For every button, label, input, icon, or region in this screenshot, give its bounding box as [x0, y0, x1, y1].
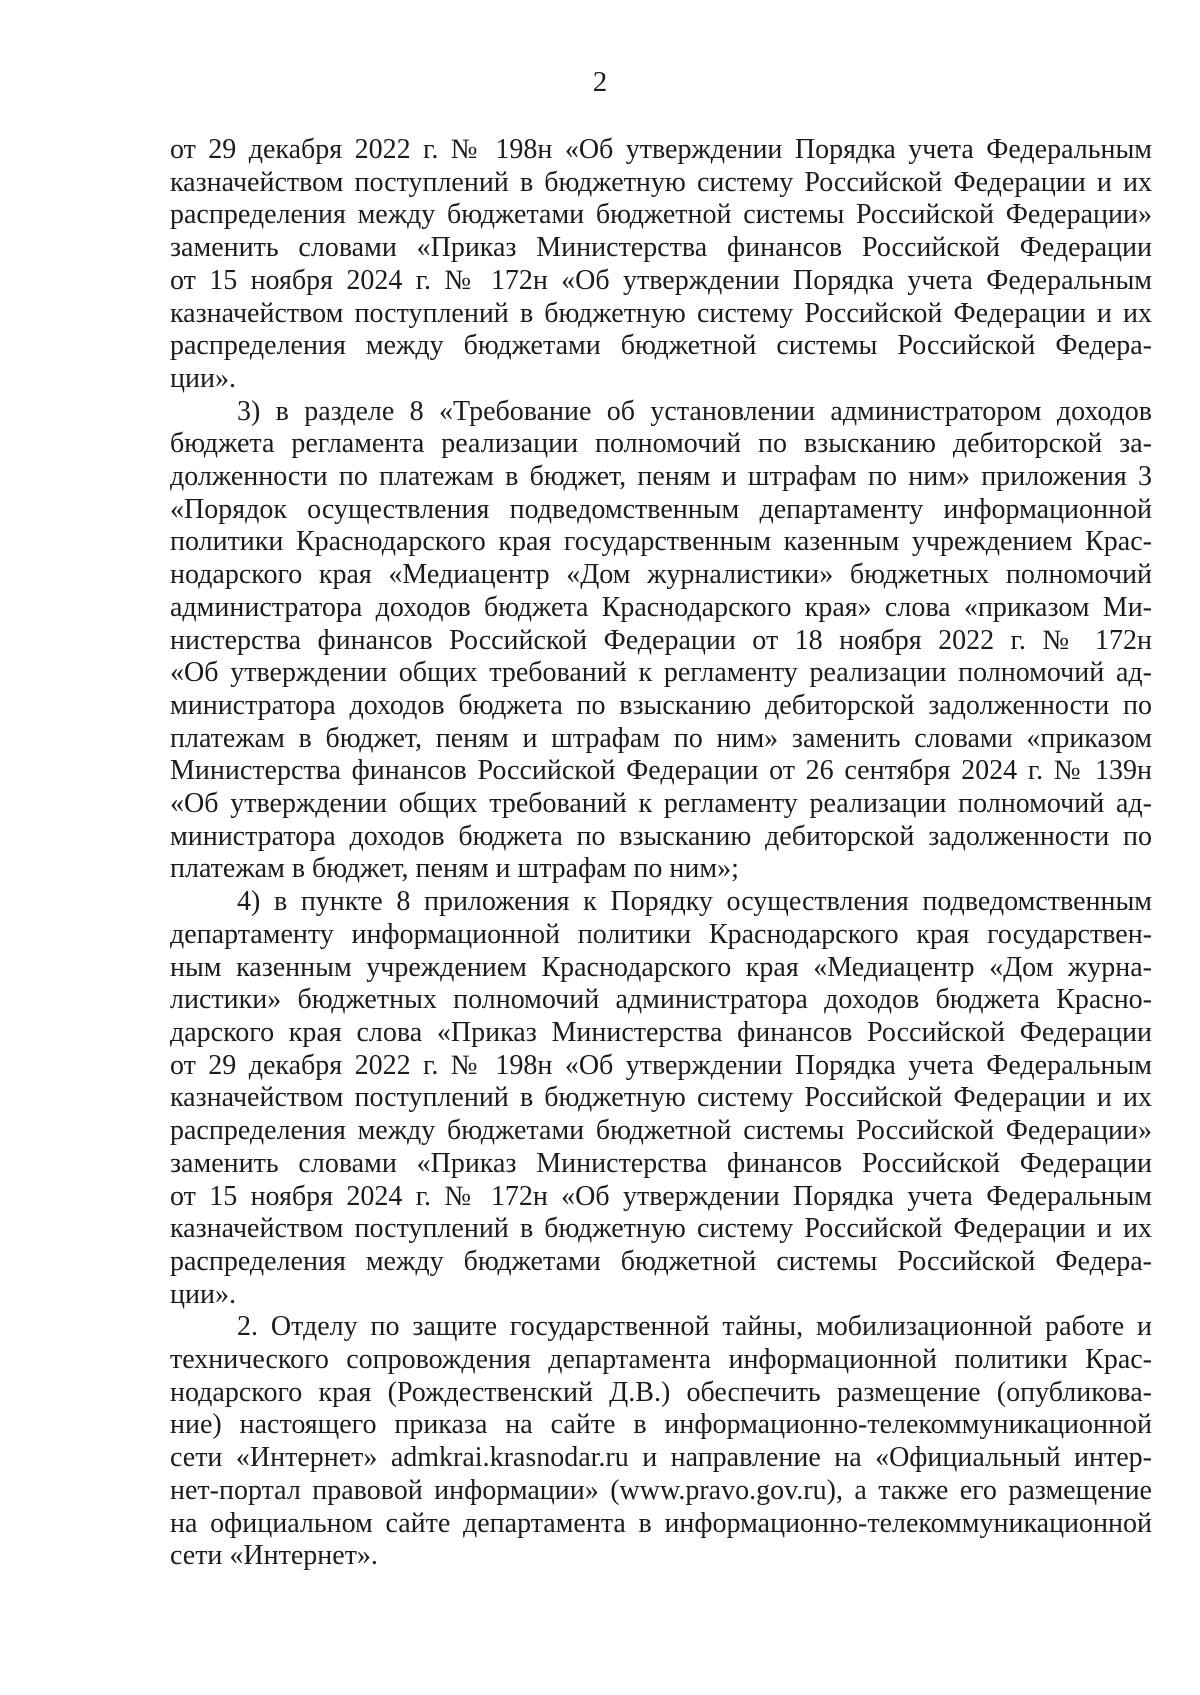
page-number: 2 [592, 66, 608, 98]
text-line: нет-портал правовой информации» (www.pravo.gov.ru), а также его размещение [170, 1474, 1152, 1506]
text-line: сети «Интернет». [170, 1540, 378, 1572]
text-line: заменить словами «Приказ Министерства финансов Российской Федерации [170, 1147, 1152, 1179]
text-line: казначейством поступлений в бюджетную систему Российской Федерации и их [170, 166, 1152, 198]
text-line: 2. Отделу по защите государственной тайны, мобилизационной работе и [237, 1311, 1152, 1343]
text-line: департаменту информационной политики Краснодарского края государствен- [170, 918, 1152, 950]
text-line: министратора доходов бюджета по взысканию дебиторской задолженности по [170, 689, 1152, 721]
text-line: от 15 ноября 2024 г. № 172н «Об утверждении Порядка учета Федеральным [170, 1180, 1152, 1212]
text-line: нодарского края (Рождественский Д.В.) обеспечить размещение (опубликова- [170, 1376, 1152, 1408]
text-line: политики Краснодарского края государственным казенным учреждением Крас- [170, 526, 1152, 558]
text-line: платежам в бюджет, пеням и штрафам по ним»; [170, 853, 739, 885]
text-line: сети «Интернет» admkrai.krasnodar.ru и направление на «Официальный интер- [170, 1442, 1152, 1474]
text-line: ции». [170, 1278, 236, 1310]
text-line: от 29 декабря 2022 г. № 198н «Об утверждении Порядка учета Федеральным [170, 1049, 1152, 1081]
text-line: нодарского края «Медиацентр «Дом журналистики» бюджетных полномочий [170, 559, 1152, 591]
paragraph [170, 396, 1152, 887]
text-line: администратора доходов бюджета Краснодарского края» слова «приказом Ми- [170, 591, 1152, 623]
text-line: «Об утверждении общих требований к регламенту реализации полномочий ад- [170, 788, 1152, 820]
paragraph [170, 886, 1152, 1311]
text-line: листики» бюджетных полномочий администратора доходов бюджета Красно- [170, 984, 1152, 1016]
text-line: дарского края слова «Приказ Министерства финансов Российской Федерации [170, 1016, 1152, 1048]
text-line: ции». [170, 362, 236, 394]
text-line: «Порядок осуществления подведомственным департаменту информационной [170, 493, 1152, 525]
text-line: нистерства финансов Российской Федерации от 18 ноября 2022 г. № 172н [170, 624, 1152, 656]
text-line: технического сопровождения департамента информационной политики Крас- [170, 1344, 1152, 1376]
text-line: платежам в бюджет, пеням и штрафам по ним» заменить словами «приказом [170, 722, 1152, 754]
text-line: ние) настоящего приказа на сайте в информационно-телекоммуникационной [170, 1409, 1152, 1441]
text-line: бюджета регламента реализации полномочий по взысканию дебиторской за- [170, 428, 1152, 460]
document-body [170, 134, 1152, 1573]
text-line: распределения между бюджетами бюджетной системы Российской Федерации» [170, 1115, 1152, 1147]
text-line: 3) в разделе 8 «Требование об установлении администратором доходов [237, 395, 1152, 427]
text-line: ным казенным учреждением Краснодарского края «Медиацентр «Дом журна- [170, 951, 1152, 983]
text-line: казначейством поступлений в бюджетную систему Российской Федерации и их [170, 1082, 1152, 1114]
text-line: 4) в пункте 8 приложения к Порядку осуществления подведомственным [237, 886, 1152, 918]
text-line: казначейством поступлений в бюджетную систему Российской Федерации и их [170, 1213, 1152, 1245]
text-line: Министерства финансов Российской Федерации от 26 сентября 2024 г. № 139н [170, 755, 1152, 787]
text-line: казначейством поступлений в бюджетную систему Российской Федерации и их [170, 297, 1152, 329]
text-line: министратора доходов бюджета по взысканию дебиторской задолженности по [170, 820, 1152, 852]
text-line: заменить словами «Приказ Министерства финансов Российской Федерации [170, 232, 1152, 264]
text-line: распределения между бюджетами бюджетной системы Российской Федера- [170, 330, 1152, 362]
text-line: долженности по платежам в бюджет, пеням и штрафам по ним» приложения 3 [170, 461, 1152, 493]
text-line: распределения между бюджетами бюджетной системы Российской Федерации» [170, 199, 1152, 231]
text-line: «Об утверждении общих требований к регламенту реализации полномочий ад- [170, 657, 1152, 689]
text-line: от 29 декабря 2022 г. № 198н «Об утверждении Порядка учета Федеральным [170, 134, 1152, 165]
text-line: от 15 ноября 2024 г. № 172н «Об утверждении Порядка учета Федеральным [170, 264, 1152, 296]
paragraph [170, 1311, 1152, 1573]
text-line: на официальном сайте департамента в информационно-телекоммуникационной [170, 1507, 1152, 1539]
paragraph [170, 134, 1152, 396]
text-line: распределения между бюджетами бюджетной системы Российской Федера- [170, 1245, 1152, 1277]
